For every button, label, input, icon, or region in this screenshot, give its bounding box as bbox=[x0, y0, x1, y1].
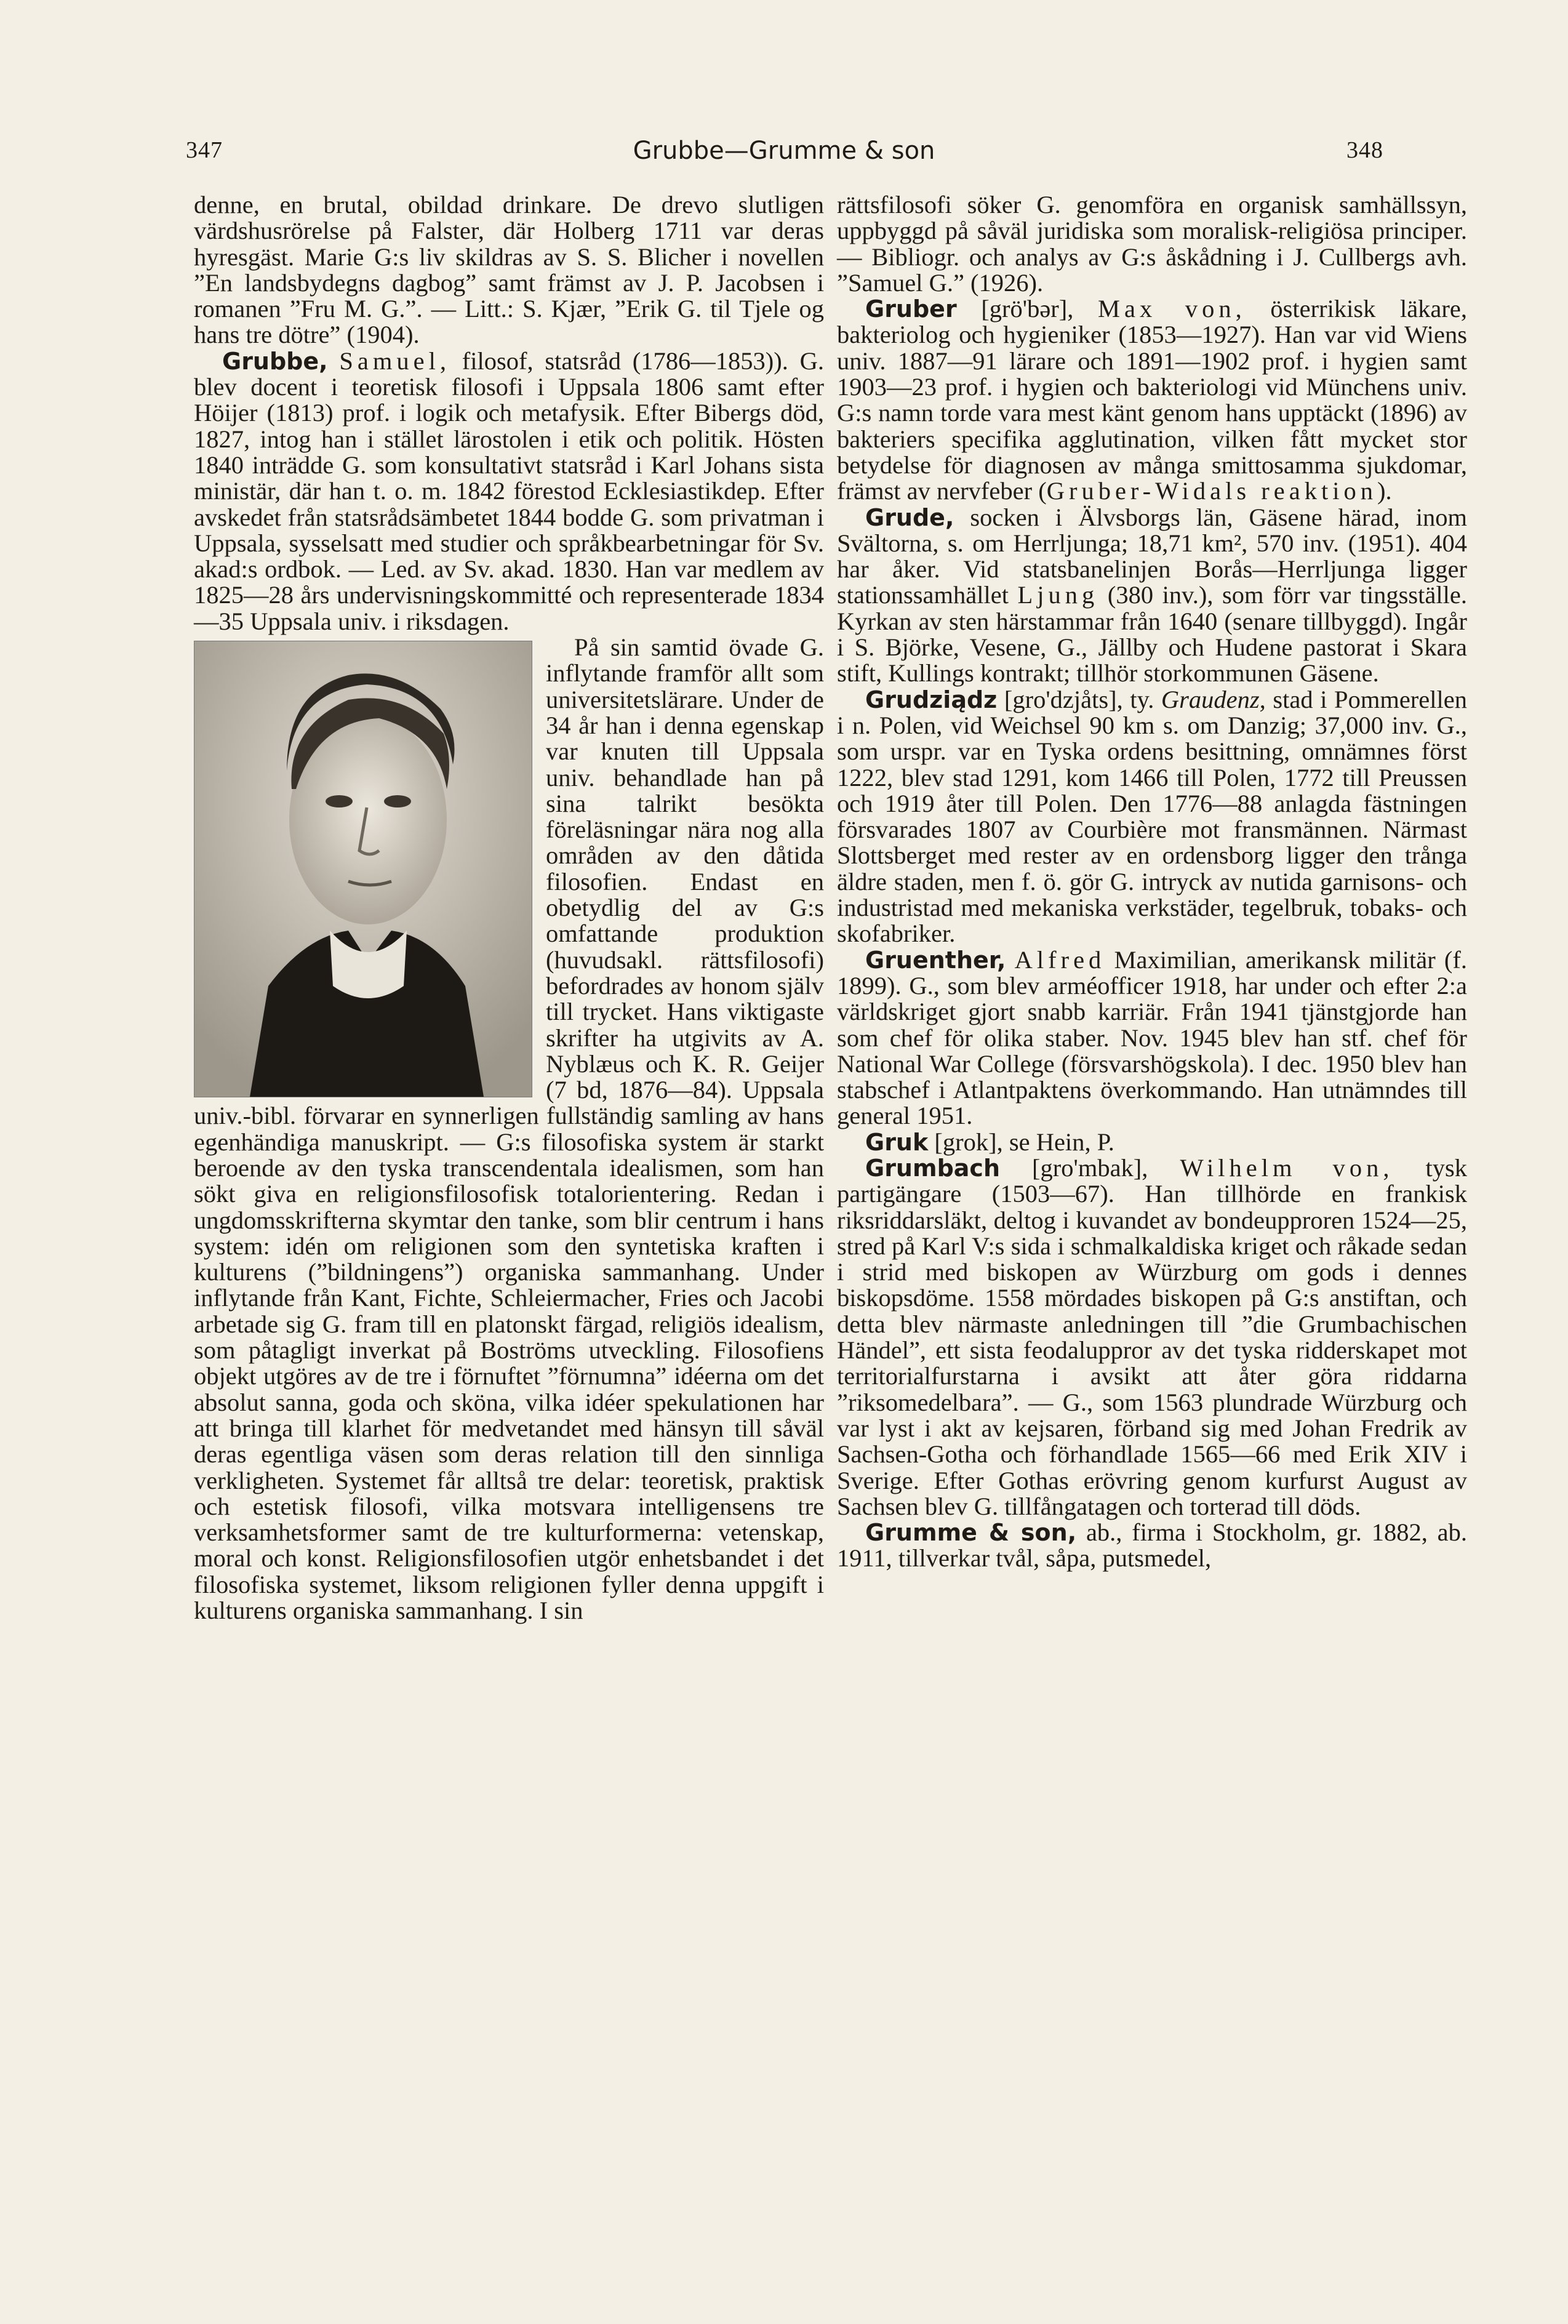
entry-pronunciation: [gro'mbak], bbox=[1032, 1153, 1148, 1182]
entry-text: stad i Pommerellen i n. Polen, vid Weichsel 90 km s. om Danzig; 37,000 inv. G., som urspr. var en Tyska ordens besittning, omnämnes först 1222, blev stad 1291, kom 1466 till Polen, 1772 till Preussen och 1919 åter till Polen. Den 1776—88 anlagda fästningen försvarades 1807 av Courbière mot fransmännen. Närmast Slottsberget med rester av en ordensborg ligger den trånga äldre staden, men f. ö. gör G. intryck av nutida garnisons- och industristad med mekaniska verkstäder, tegelbruk, tobaks- och skofabriker. bbox=[837, 685, 1468, 948]
entry-grumme-son bbox=[837, 1520, 1467, 1572]
entry-forename: Alfred bbox=[1014, 945, 1106, 974]
entry-grude bbox=[837, 505, 1467, 687]
entry-grudziadz bbox=[837, 687, 1467, 947]
entry-gruenther bbox=[837, 947, 1467, 1129]
running-head: Grubbe—Grumme & son bbox=[633, 137, 935, 165]
entry-headword: Grudziądz bbox=[865, 686, 998, 713]
entry-text-end: ). bbox=[1377, 477, 1392, 505]
left-column bbox=[194, 192, 824, 2297]
entry-grumbach bbox=[837, 1155, 1467, 1520]
entry-text: socken i Älvsborgs län, Gäsene härad, inom Svältorna, s. om Herrljunga; 18,71 km², 570 inv. (1951). 404 har åker. Vid statsbanelinjen Borås—Herrljunga ligger stationssamhället bbox=[837, 503, 1467, 609]
entry-german-name: Graudenz, bbox=[1161, 685, 1266, 713]
entry-headword: Gruk bbox=[865, 1128, 929, 1156]
entry-spaced-term: Gruber-Widals reaktion bbox=[1046, 477, 1377, 505]
entry-headword: Grumme & son, bbox=[865, 1519, 1077, 1547]
entry-pronunciation: [gro'dzjåts], ty. bbox=[1004, 685, 1154, 713]
grubbe-continuation: rättsfilosofi söker G. genomföra en organisk samhällssyn, uppbyggd på såväl juridiska som moralisk-religiösa principer. — Bibliogr. och analys av G:s åskådning i J. Cullbergs avh. ”Samuel G.” (1926). bbox=[837, 191, 1467, 297]
entry-text: österrikisk läkare, bakteriolog och hygieniker (1853—1927). Han var vid Wiens univ. 1887—91 lärare och 1891—1902 prof. i hygien samt 1903—23 prof. i hygien och bakteriologi vid Münchens univ. G:s namn torde vara mest känt genom hans upptäckt (1896) av bakteriers specifika agglutination, vilken fått mycket stor betydelse för diagnosen av många smittosamma sjukdomar, främst av nervfeber ( bbox=[837, 295, 1467, 505]
grubbe-influence-paragraph bbox=[194, 635, 824, 1624]
entry-headword: Gruber bbox=[865, 295, 957, 323]
entry-gruk bbox=[837, 1129, 1467, 1155]
page-number-right: 348 bbox=[1346, 137, 1383, 163]
entry-headword: Grude, bbox=[865, 503, 954, 531]
entry-text: Maximilian, amerikansk militär (f. 1899). G., som blev arméofficer 1918, har under och efter 2:a världskriget gjort snabb karriär. Från 1941 tjänstgjorde han som chef för olika staber. Nov. 1945 blev han stf. chef för National War College (försvarshögskola). I dec. 1950 blev han stabschef i Atlantpaktens överkommando. Han utnämndes till general 1951. bbox=[837, 945, 1468, 1130]
entry-text: [grok], se Hein, P. bbox=[934, 1128, 1114, 1156]
marie-grubbe-continuation: denne, en brutal, obildad drinkare. De drevo slutligen värdshusrörelse på Falster, där Holberg 1711 var deras hyresgäst. Marie G:s liv skildras av S. S. Blicher i novellen ”En landsbydegns dagbog” samt främst av J. P. Jacobsen i romanen ”Fru M. G.”. — Litt.: S. Kjær, ”Erik G. til Tjele og hans tre dötre” (1904). bbox=[194, 191, 824, 349]
page-number-left: 347 bbox=[186, 137, 223, 163]
entry-text-end: (380 inv.), som förr var tingsställe. Kyrkan av sten härstammar från 1640 (senare tillbyggd). Ingår i S. Björke, Vesene, G., Jällby och Hudene pastorat i Skara stift, Kullings kontrakt; tillhör storkommunen Gäsene. bbox=[837, 581, 1467, 687]
entry-spaced-term: Ljung bbox=[1017, 581, 1099, 609]
entry-text: tysk partigängare (1503—67). Han tillhörde en frankisk riksriddarsläkt, deltog i kuvandet av bondeupproren 1524—25, stred på Karl V:s sida i schmalkaldiska kriget och råkade sedan i strid med biskopen av Würzburg om gods i dennes biskopsdöme. 1558 mördades biskopen på G:s anstiftan, och detta blev närmaste anledningen till ”die Grumbachischen Händel”, ett sista feodaluppror av det tyska ridderskapet mot territorialfurstarna i avsikt att åter göra riddarna ”riksomedelbara”. — G., som 1563 plundrade Würzburg och var lyst i akt av kejsaren, förband sig med Johan Fredrik av Sachsen-Gotha och förhandlade 1565—66 med Erik XIV i Sverige. Efter Gothas erövring genom kurfurst August av Sachsen blev G. tillfångatagen och torterad till döds. bbox=[837, 1153, 1467, 1520]
portrait-image bbox=[194, 641, 532, 1097]
entry-forename: Max von, bbox=[1098, 295, 1246, 323]
right-column bbox=[837, 192, 1467, 2297]
entry-text: filosof, statsråd (1786—1853)). G. blev docent i teoretisk filosofi i Uppsala 1806 samt efter Höijer (1813) prof. i logik och metafysik. Efter Bibergs död, 1827, intog han i stället lärostolen i etik och politik. Hösten 1840 inträdde G. som konsultativt statsråd i Karl Johans sista ministär, där han t. o. m. 1842 förestod Ecklesiastikdep. Efter avskedet från statsrådsämbetet 1844 bodde G. som privatman i Uppsala, sysselsatt med studier och språkbearbetningar för Sv. akad:s ordbok. — Led. av Sv. akad. 1830. Han var medlem av 1825—28 års undervisningskommitté och representerade 1834—35 Uppsala univ. i riksdagen. bbox=[194, 347, 824, 635]
entry-forename: Wilhelm von, bbox=[1180, 1153, 1394, 1182]
entry-headword: Grumbach bbox=[865, 1154, 1001, 1182]
entry-gruber bbox=[837, 296, 1467, 504]
entry-grubbe-samuel bbox=[194, 348, 824, 635]
entry-headword: Gruenther, bbox=[865, 946, 1006, 974]
paragraph-text: På sin samtid övade G. inflytande framför allt som universitetslärare. Under de 34 år han i denna egenskap var knuten till Uppsala univ. behandlade han på sina talrikt besökta föreläsningar nära nog alla områden av den dåtida filosofien. Endast en obetydlig del av G:s omfattande produktion (huvudsakl. rättsfilosofi) befordrades av honom själv till trycket. Hans viktigaste skrifter ha utgivits av A. Nyblæus och K. R. Geijer (7 bd, 1876—84). Uppsala univ.-bibl. förvarar en synnerligen fullständig samling av hans egenhändiga manuskript. — G:s filosofiska system är starkt beroende av den tyska transcendentala idealismen, som han sökt giva en religionsfilosofisk totalorientering. Redan i ungdomsskrifterna skymtar den tanke, som blir centrum i hans system: idén om religionen som den syntetiska kraften i kulturens (”bildningens”) organiska sammanhang. Under inflytande från Kant, Fichte, Schleiermacher, Fries och Jacobi arbetade sig G. fram till en platonskt färgad, religiös idealism, som påtagligt inverkat på Boströms utveckling. Filosofiens objekt utgöres av de tre i förnuftet ”förnumna” idéerna om det absolut sanna, goda och sköna, vilka idéer spekulationen har att bringa till klarhet för medvetandet med hänsyn till såväl deras egentliga väsen som deras relation till den sinnliga verkligheten. Systemet får alltså tre delar: teoretisk, praktisk och estetisk filosofi, vilka motsvara intelligensens tre verksamhetsformer samt de tre kulturformerna: vetenskap, moral och konst. Religionsfilosofien utgör enhetsbandet i det filosofiska systemet, liksom religionen fyller denna uppgift i kulturens organiska sammanhang. I sin bbox=[194, 633, 824, 1625]
entry-forename: Samuel, bbox=[339, 347, 450, 375]
entry-text: ab., firma i Stockholm, gr. 1882, ab. 1911, tillverkar tvål, såpa, putsmedel, bbox=[837, 1518, 1467, 1573]
entry-pronunciation: [grö'bər], bbox=[981, 295, 1074, 323]
entry-headword: Grubbe, bbox=[222, 347, 328, 375]
